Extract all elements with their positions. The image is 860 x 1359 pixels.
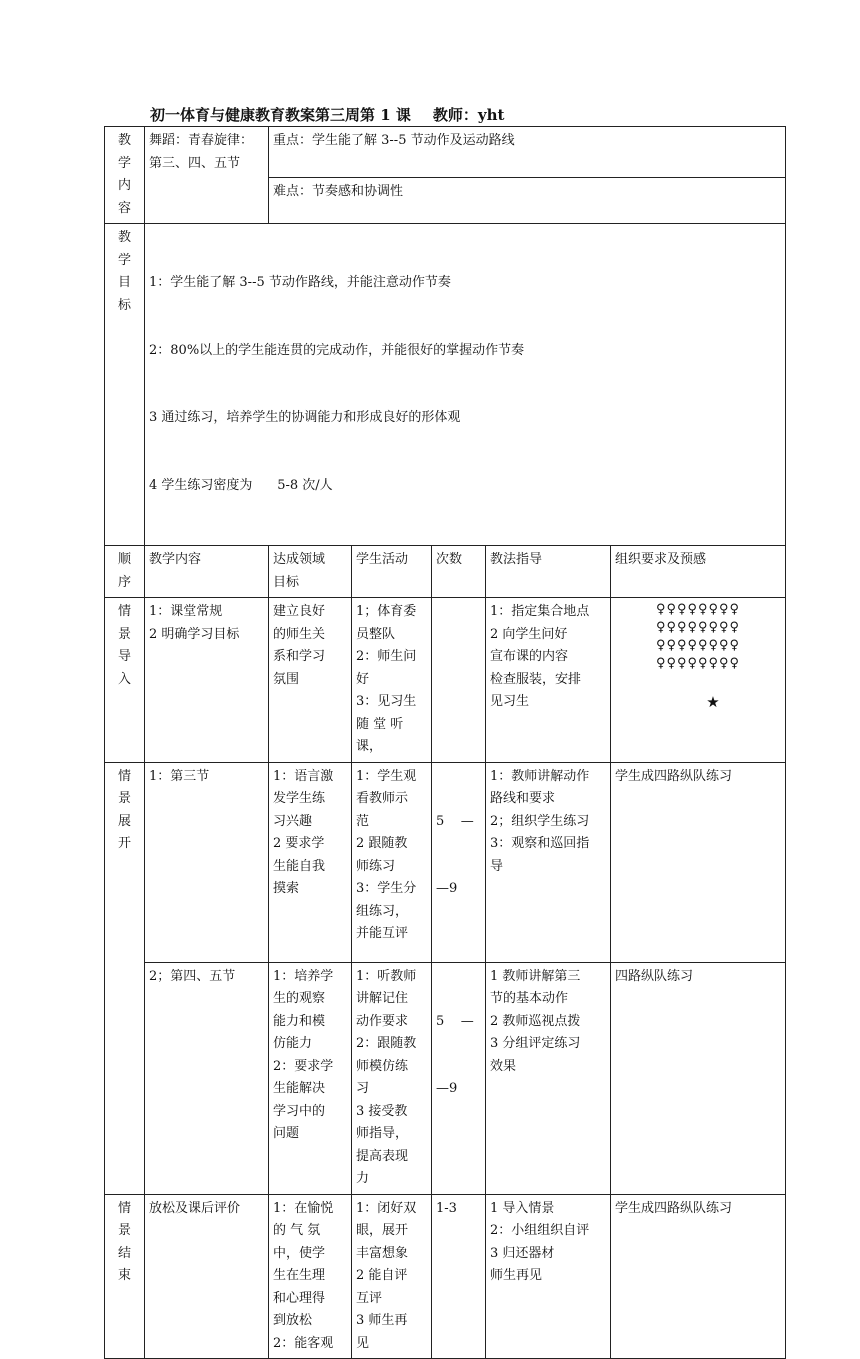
develop2-domain: 1：培养学 生的观察 能力和模 仿能力 2：要求学 生能解决 学习中的 问题 bbox=[269, 962, 352, 1194]
header-activity: 学生活动 bbox=[352, 546, 432, 598]
formation-diagram bbox=[611, 598, 786, 763]
develop2-method: 1 教师讲解第三 节的基本动作 2 教师巡视点拨 3 分组评定练习 效果 bbox=[486, 962, 611, 1194]
develop2-content: 2；第四、五节 bbox=[145, 962, 269, 1194]
dance-topic: 舞蹈：青春旋律： 第三、四、五节 bbox=[145, 127, 269, 224]
header-content: 教学内容 bbox=[145, 546, 269, 598]
intro-method: 1：指定集合地点 2 向学生问好 宣布课的内容 检查服装，安排 见习生 bbox=[486, 598, 611, 763]
intro-domain: 建立良好 的师生关 系和学习 氛围 bbox=[269, 598, 352, 763]
goals-row bbox=[105, 224, 786, 546]
end-activity: 1：闭好双 眼，展开 丰富想象 2 能自评 互评 3 师生再 见 bbox=[352, 1194, 432, 1359]
table-header-row bbox=[105, 546, 786, 598]
table-row-end bbox=[105, 1194, 786, 1359]
develop1-method: 1：教师讲解动作 路线和要求 2；组织学生练习 3：观察和巡回指 导 bbox=[486, 762, 611, 962]
end-times: 1-3 bbox=[432, 1194, 486, 1359]
develop1-times: 5 — —9 bbox=[432, 762, 486, 962]
student-row: ♀♀♀♀♀♀♀♀ bbox=[656, 638, 741, 653]
goal-item: 4 学生练习密度为 5-8 次/人 bbox=[149, 477, 333, 493]
teacher-name: 教师：yht bbox=[432, 106, 505, 124]
stage-label-intro: 情 景 导 入 bbox=[105, 598, 145, 763]
header-order: 顺 序 bbox=[105, 546, 145, 598]
develop1-content: 1：第三节 bbox=[145, 762, 269, 962]
lesson-plan-table bbox=[104, 126, 786, 1359]
section-label-goals: 教 学 目 标 bbox=[105, 224, 145, 546]
end-domain: 1：在愉悦 的 气 氛 中，使学 生在生理 和心理得 到放松 2：能客观 bbox=[269, 1194, 352, 1359]
student-row: ♀♀♀♀♀♀♀♀ bbox=[656, 656, 741, 671]
develop1-activity: 1：学生观 看教师示 范 2 跟随教 师练习 3：学生分 组练习， 并能互评 bbox=[352, 762, 432, 962]
develop2-organization: 四路纵队练习 bbox=[611, 962, 786, 1194]
goals-list bbox=[145, 224, 786, 546]
end-content: 放松及课后评价 bbox=[145, 1194, 269, 1359]
difficulty: 难点：节奏感和协调性 bbox=[269, 177, 786, 223]
key-point: 重点：学生能了解 3--5 节动作及运动路线 bbox=[269, 127, 786, 178]
lesson-plan-title bbox=[150, 104, 504, 125]
header-organization: 组织要求及预感 bbox=[611, 546, 786, 598]
intro-activity: 1；体育委 员整队 2：师生问 好 3：见习生 随 堂 听 课， bbox=[352, 598, 432, 763]
goal-item: 3 通过练习，培养学生的协调能力和形成良好的形体观 bbox=[149, 410, 461, 425]
table-row-develop-1 bbox=[105, 762, 786, 962]
intro-times bbox=[432, 598, 486, 763]
student-row: ♀♀♀♀♀♀♀♀ bbox=[656, 602, 741, 617]
teacher-star-icon: ★ bbox=[706, 693, 720, 711]
develop1-organization: 学生成四路纵队练习 bbox=[611, 762, 786, 962]
table-row-intro bbox=[105, 598, 786, 763]
stage-label-end: 情 景 结 束 bbox=[105, 1194, 145, 1359]
goal-item: 2：80%以上的学生能连贯的完成动作，并能很好的掌握动作节奏 bbox=[149, 342, 525, 358]
title-text: 初一体育与健康教育教案第三周第 1 课 bbox=[150, 106, 411, 124]
header-method: 教法指导 bbox=[486, 546, 611, 598]
develop2-activity: 1：听教师 讲解记住 动作要求 2：跟随教 师模仿练 习 3 接受教 师指导， 提高表现 力 bbox=[352, 962, 432, 1194]
header-times: 次数 bbox=[432, 546, 486, 598]
develop2-times: 5 — —9 bbox=[432, 962, 486, 1194]
develop1-domain: 1：语言激 发学生练 习兴趣 2 要求学 生能自我 摸索 bbox=[269, 762, 352, 962]
table-row-develop-2 bbox=[105, 962, 786, 1194]
stage-label-develop: 情 景 展 开 bbox=[105, 762, 145, 1194]
section-label-content: 教 学 内 容 bbox=[105, 127, 145, 224]
content-row-keypoint bbox=[105, 127, 786, 178]
student-row: ♀♀♀♀♀♀♀♀ bbox=[656, 620, 741, 635]
end-method: 1 导入情景 2：小组组织自评 3 归还器材 师生再见 bbox=[486, 1194, 611, 1359]
end-organization: 学生成四路纵队练习 bbox=[611, 1194, 786, 1359]
intro-content: 1：课堂常规 2 明确学习目标 bbox=[145, 598, 269, 763]
goal-item: 1：学生能了解 3--5 节动作路线，并能注意动作节奏 bbox=[149, 275, 451, 290]
header-domain: 达成领域 目标 bbox=[269, 546, 352, 598]
